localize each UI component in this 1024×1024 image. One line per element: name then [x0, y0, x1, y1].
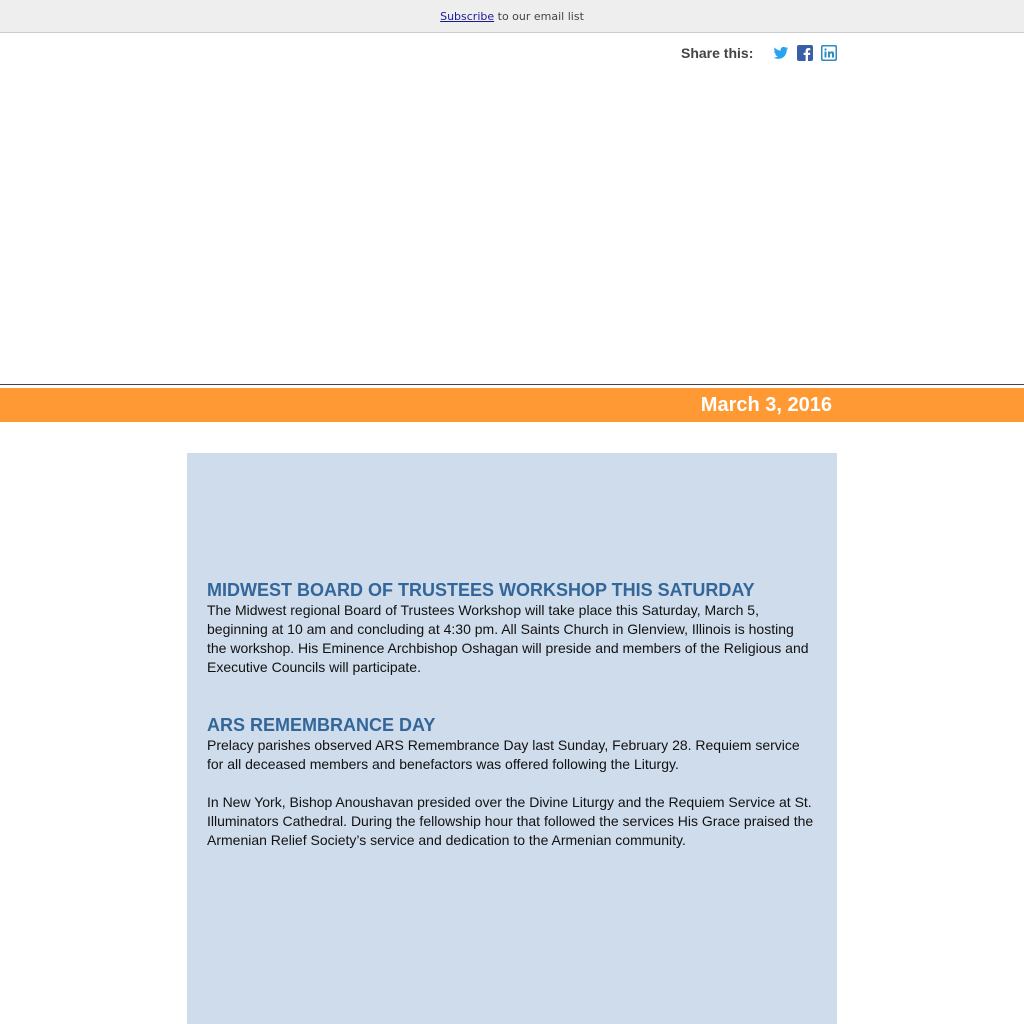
issue-date: March 3, 2016 [700, 394, 832, 416]
facebook-icon[interactable] [797, 45, 813, 61]
article-ars-remembrance [207, 714, 817, 850]
article-paragraph: The Midwest regional Board of Trustees Workshop will take place this Saturday, March 5, beginning at 10 am and concluding at 4:30 pm. All Saints Church in Glenview, Illinois is hosting the workshop. His Eminence Archbishop Oshagan will preside and members of the Religious and Executive Councils will participate. [207, 602, 809, 675]
article-paragraph: In New York, Bishop Anoushavan presided over the Divine Liturgy and the Requiem Service at St. Illuminators Cathedral. During the fellowship hour that followed the services His Grace praised the Armenian Relief Society’s service and dedication to the Armenian community. [207, 794, 814, 848]
subscribe-bar [0, 0, 1024, 33]
subscribe-suffix-text: to our email list [494, 10, 584, 23]
article-paragraph: Prelacy parishes observed ARS Remembrance Day last Sunday, February 28. Requiem service for all deceased members and benefactors was offered following the Liturgy. [207, 737, 800, 772]
article-headline: ARS REMEMBRANCE DAY [207, 715, 436, 735]
share-label: Share this: [681, 45, 754, 61]
linkedin-icon[interactable] [821, 45, 837, 61]
date-bar [0, 388, 1024, 422]
subscribe-link[interactable]: Subscribe [440, 10, 495, 23]
header-divider [0, 384, 1024, 385]
twitter-icon[interactable] [773, 45, 789, 61]
share-bar [681, 43, 837, 63]
article-trustees-workshop [207, 579, 817, 677]
article-headline: MIDWEST BOARD OF TRUSTEES WORKSHOP THIS SATURDAY [207, 580, 755, 600]
content-panel [187, 453, 837, 1024]
